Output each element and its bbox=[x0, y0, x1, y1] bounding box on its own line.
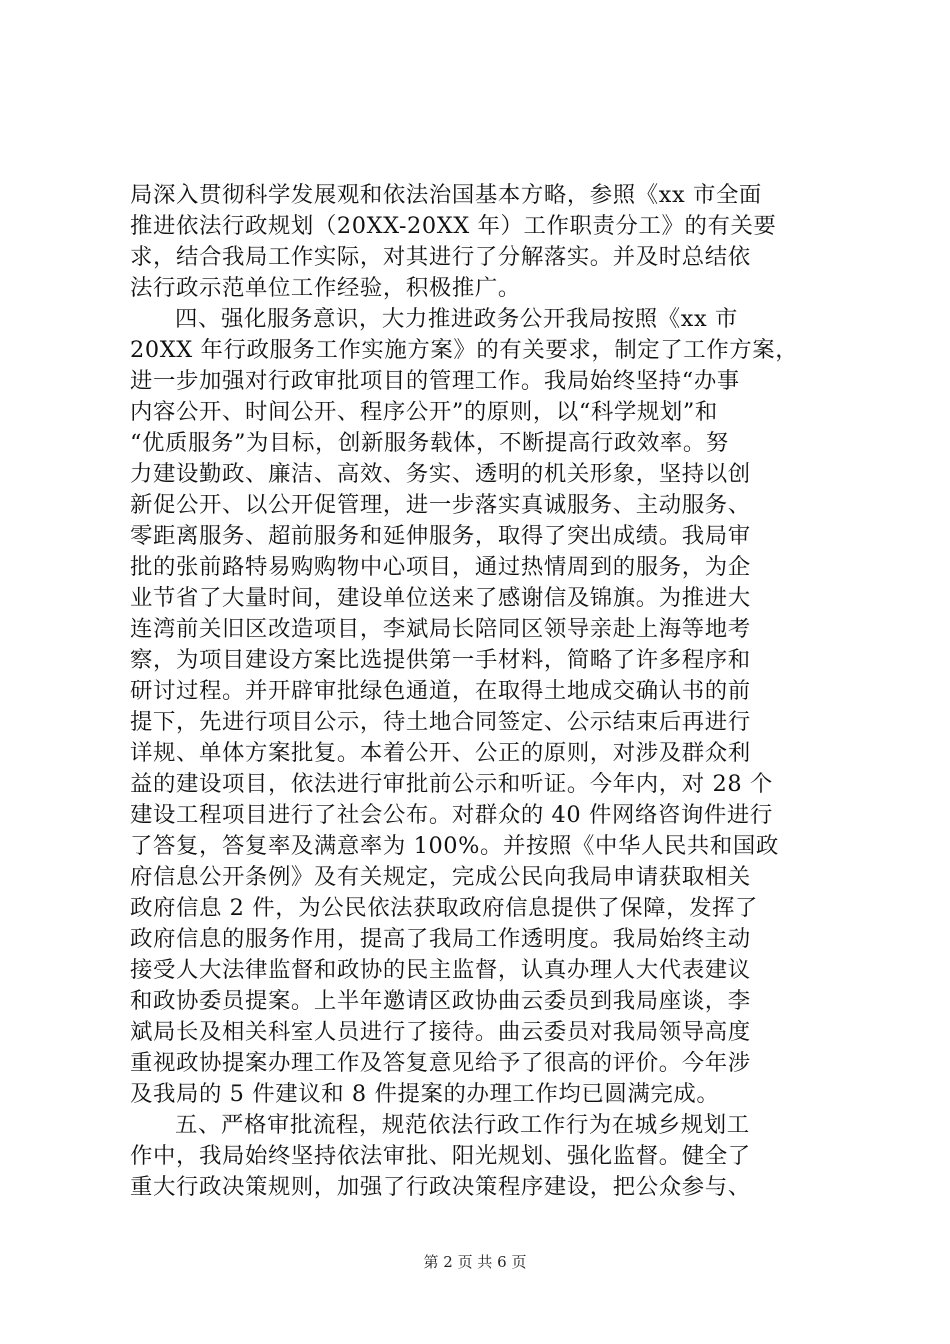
text-line: 批的张前路特易购购物中心项目，通过热情周到的服务，为企 bbox=[130, 554, 751, 580]
text-line: 府信息公开条例》及有关规定，完成公民向我局申请获取相关 bbox=[130, 864, 751, 890]
text-line: 连湾前关旧区改造项目，李斌局长陪同区领导亲赴上海等地考 bbox=[130, 616, 751, 642]
text-line: 政府信息 2 件，为公民依法获取政府信息提供了保障，发挥了 bbox=[130, 895, 759, 921]
text-line: 详规、单体方案批复。本着公开、公正的原则，对涉及群众利 bbox=[130, 740, 751, 766]
text-line: 内容公开、时间公开、程序公开”的原则，以“科学规划”和 bbox=[130, 399, 718, 425]
text-line: 力建设勤政、廉洁、高效、务实、透明的机关形象，坚持以创 bbox=[130, 461, 751, 487]
text-line: 研讨过程。并开辟审批绿色通道，在取得土地成交确认书的前 bbox=[130, 678, 751, 704]
text-line: 推进依法行政规划（20XX-20XX 年）工作职责分工》的有关要 bbox=[130, 213, 777, 239]
text-line: 20XX 年行政服务工作实施方案》的有关要求，制定了工作方案， bbox=[130, 337, 799, 363]
text-line: 作中，我局始终坚持依法审批、阳光规划、强化监督。健全了 bbox=[130, 1143, 751, 1169]
text-line: 察，为项目建设方案比选提供第一手材料，简略了许多程序和 bbox=[130, 647, 751, 673]
text-line: 接受人大法律监督和政协的民主监督，认真办理人大代表建议 bbox=[130, 957, 751, 983]
text-line: 益的建设项目，依法进行审批前公示和听证。今年内，对 28 个 bbox=[130, 771, 773, 797]
paragraph-start-line: 五、严格审批流程，规范依法行政工作行为在城乡规划工 bbox=[175, 1112, 750, 1138]
page-number-footer: 第 2 页 共 6 页 bbox=[423, 1253, 527, 1271]
text-line: “优质服务”为目标，创新服务载体，不断提高行政效率。努 bbox=[130, 430, 729, 456]
text-line: 建设工程项目进行了社会公布。对群众的 40 件网络咨询件进行 bbox=[130, 802, 773, 828]
text-line: 提下，先进行项目公示，待土地合同签定、公示结束后再进行 bbox=[130, 709, 751, 735]
text-line: 局深入贯彻科学发展观和依法治国基本方略，参照《xx 市全面 bbox=[130, 182, 762, 208]
text-line: 重视政协提案办理工作及答复意见给予了很高的评价。今年涉 bbox=[130, 1050, 751, 1076]
text-line: 及我局的 5 件建议和 8 件提案的办理工作均已圆满完成。 bbox=[130, 1081, 720, 1107]
text-line: 和政协委员提案。上半年邀请区政协曲云委员到我局座谈，李 bbox=[130, 988, 751, 1014]
text-line: 了答复，答复率及满意率为 100%。并按照《中华人民共和国政 bbox=[130, 833, 779, 859]
text-line: 法行政示范单位工作经验，积极推广。 bbox=[130, 275, 521, 301]
text-line: 零距离服务、超前服务和延伸服务，取得了突出成绩。我局审 bbox=[130, 523, 751, 549]
text-line: 求，结合我局工作实际，对其进行了分解落实。并及时总结依 bbox=[130, 244, 751, 270]
paragraph-start-line: 四、强化服务意识，大力推进政务公开我局按照《xx 市 bbox=[175, 306, 738, 332]
text-line: 新促公开、以公开促管理，进一步落实真诚服务、主动服务、 bbox=[130, 492, 751, 518]
text-line: 业节省了大量时间，建设单位送来了感谢信及锦旗。为推进大 bbox=[130, 585, 751, 611]
text-line: 进一步加强对行政审批项目的管理工作。我局始终坚持“办事 bbox=[130, 368, 740, 394]
text-line: 政府信息的服务作用，提高了我局工作透明度。我局始终主动 bbox=[130, 926, 751, 952]
text-line: 斌局长及相关科室人员进行了接待。曲云委员对我局领导高度 bbox=[130, 1019, 751, 1045]
text-line: 重大行政决策规则，加强了行政决策程序建设，把公众参与、 bbox=[130, 1174, 751, 1200]
